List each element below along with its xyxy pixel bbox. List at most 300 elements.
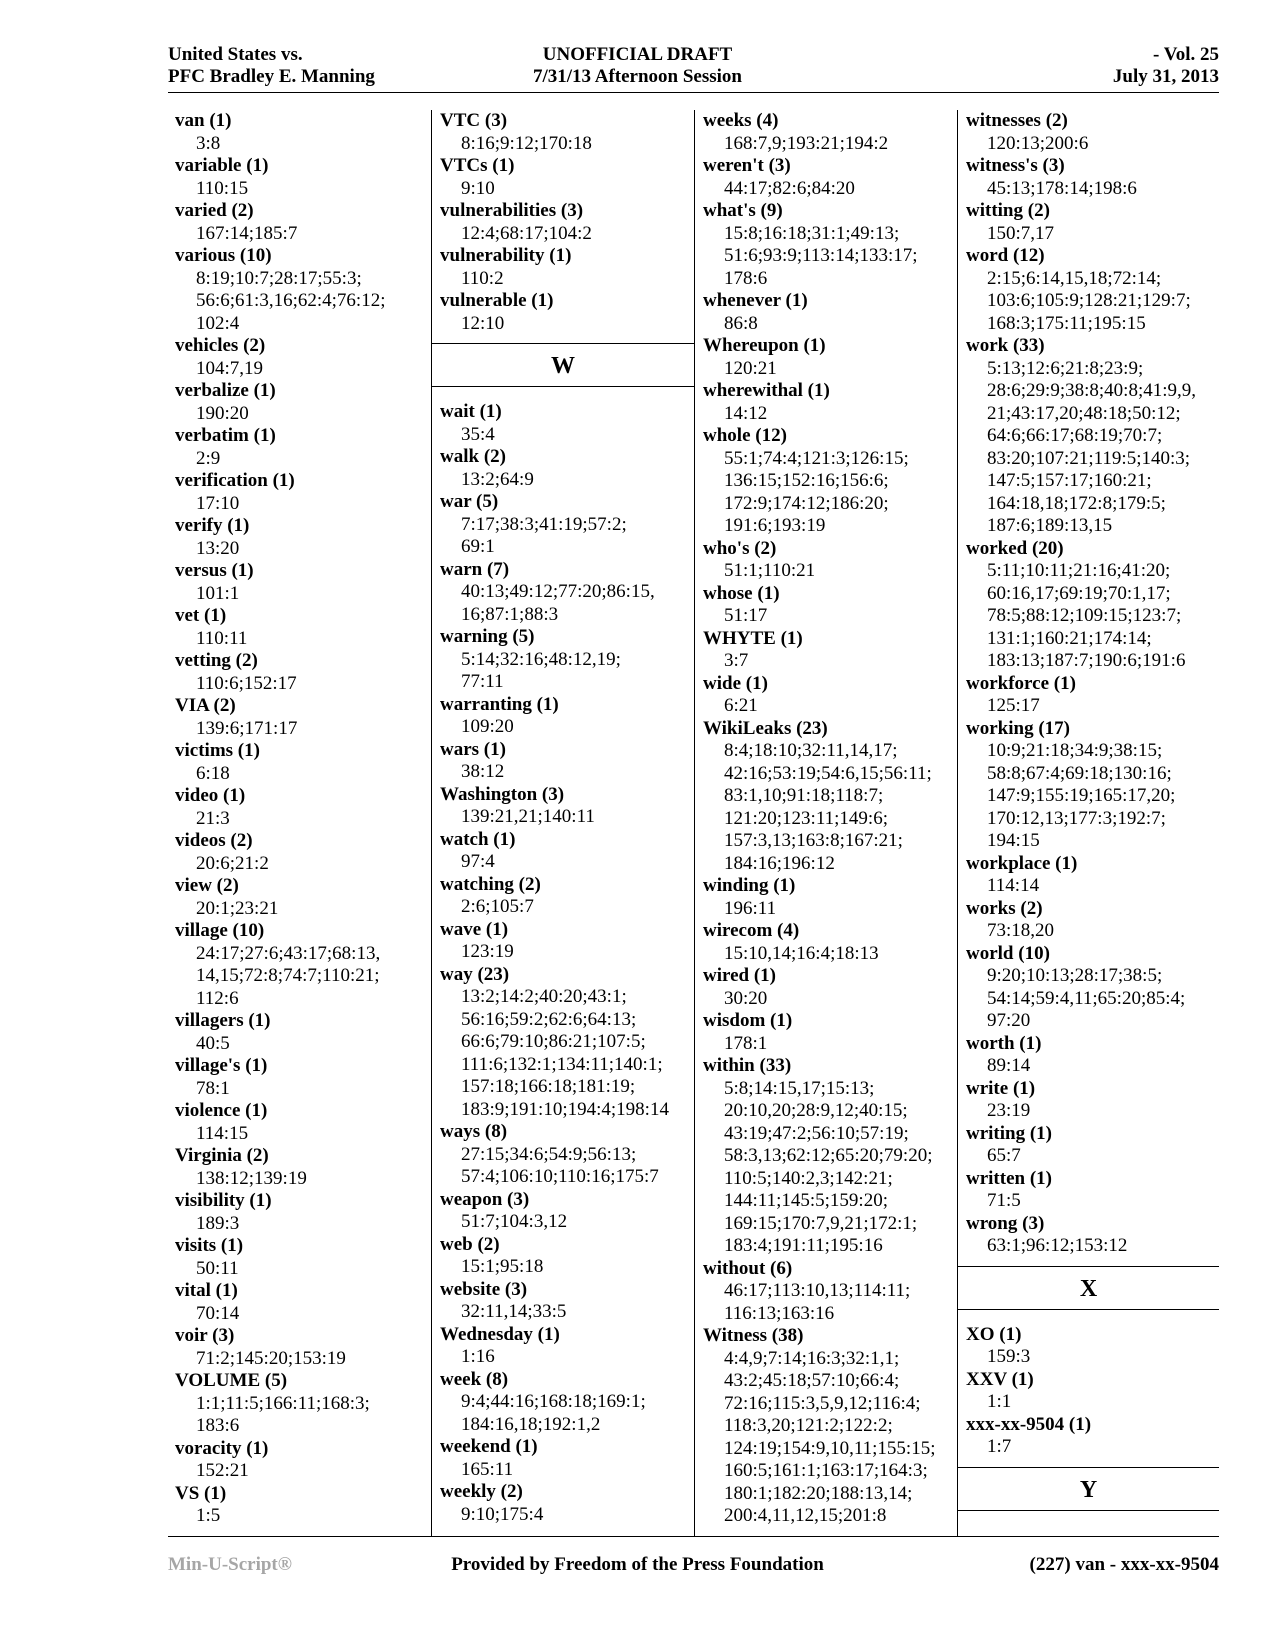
index-term: vulnerabilities (3) [440, 200, 584, 221]
index-page-refs: 43:2;45:18;57:10;66:4; [724, 1370, 900, 1391]
footer-page-range: (227) van - xxx-xx-9504 [1029, 1554, 1219, 1575]
header-center-line2: 7/31/13 Afternoon Session [532, 66, 743, 87]
index-entry [440, 1234, 690, 1279]
index-entry [703, 1055, 953, 1258]
index-entry [966, 245, 1215, 335]
index-page-refs: 167:14;185:7 [196, 222, 298, 244]
index-entry [175, 695, 427, 740]
index-page-refs: 83:20;107:21;119:5;140:3; [987, 447, 1191, 469]
index-term: wrong (3) [966, 1212, 1045, 1234]
index-entry [440, 1481, 690, 1526]
index-page-refs: 58:8;67:4;69:18;130:16; [987, 762, 1172, 784]
index-term: wars (1) [440, 738, 506, 760]
header-left-line2: PFC Bradley E. Manning [168, 66, 375, 87]
index-page-refs: 136:15;152:16;156:6; [724, 470, 889, 491]
index-term: vital (1) [175, 1280, 238, 1301]
index-page-refs: 15:10,14;16:4;18:13 [724, 942, 879, 964]
index-entry [440, 694, 690, 739]
index-page-refs: 172:9;174:12;186:20; [724, 492, 889, 514]
index-page-refs: 183:13;187:7;190:6;191:6 [987, 650, 1186, 671]
index-entry [440, 964, 690, 1122]
index-entry [966, 200, 1215, 245]
index-term: wide (1) [703, 672, 768, 694]
index-term: weekly (2) [440, 1481, 523, 1502]
index-term: whenever (1) [703, 290, 808, 311]
index-term: wisdom (1) [703, 1010, 793, 1031]
index-page-refs: 16;87:1;88:3 [461, 603, 559, 625]
index-term: variable (1) [175, 155, 269, 176]
index-page-refs: 170:12,13;177:3;192:7; [987, 807, 1166, 829]
index-term: write (1) [966, 1077, 1036, 1099]
index-entry [703, 335, 953, 380]
index-term: written (1) [966, 1167, 1052, 1189]
index-page-refs: 147:9;155:19;165:17,20; [987, 785, 1176, 806]
index-page-refs: 28:6;29:9;38:8;40:8;41:9,9, [987, 380, 1197, 401]
index-term: what's (9) [703, 200, 783, 221]
index-term: Virginia (2) [175, 1145, 269, 1166]
index-term: world (10) [966, 942, 1050, 964]
index-page-refs: 183:4;191:11;195:16 [724, 1235, 883, 1256]
index-page-refs: 71:2;145:20;153:19 [196, 1347, 346, 1369]
index-entry [175, 1055, 427, 1100]
index-term: wave (1) [440, 918, 509, 940]
index-term: warn (7) [440, 558, 510, 580]
index-term: village (10) [175, 920, 265, 941]
index-term: watching (2) [440, 873, 541, 895]
index-page-refs: 20:10,20;28:9,12;40:15; [724, 1100, 908, 1121]
index-page-refs: 125:17 [987, 695, 1040, 716]
header-center-line1: UNOFFICIAL DRAFT [542, 44, 733, 65]
index-page-refs: 123:19 [461, 941, 514, 962]
footer-divider [168, 1536, 1219, 1537]
index-entry [175, 110, 427, 155]
index-term: visits (1) [175, 1235, 244, 1256]
index-entry [440, 446, 690, 491]
index-page-refs: 189:3 [196, 1212, 240, 1234]
index-page-refs: 13:2;14:2;40:20;43:1; [461, 986, 627, 1007]
index-page-refs: 152:21 [196, 1460, 249, 1481]
index-column-4 [957, 110, 1219, 1536]
index-entry [175, 1235, 427, 1280]
section-letter-heading: X [958, 1266, 1219, 1310]
index-page-refs: 112:6 [196, 987, 239, 1009]
index-entry [175, 560, 427, 605]
index-page-refs: 46:17;113:10,13;114:11; [724, 1280, 911, 1301]
index-term: video (1) [175, 785, 246, 806]
index-entry [966, 853, 1215, 898]
index-term: works (2) [966, 897, 1043, 919]
index-entry [175, 470, 427, 515]
index-term: Wednesday (1) [440, 1323, 560, 1345]
section-letter-heading: W [432, 343, 694, 387]
index-entry [703, 673, 953, 718]
index-page-refs: 14:12 [724, 402, 768, 424]
index-page-refs: 4:4,9;7:14;16:3;32:1,1; [724, 1347, 900, 1369]
index-entry [703, 583, 953, 628]
index-entry [440, 290, 690, 335]
index-entry [175, 1325, 427, 1370]
index-term: word (12) [966, 245, 1045, 266]
index-page-refs: 144:11;145:5;159:20; [724, 1190, 888, 1211]
index-term: wirecom (4) [703, 920, 800, 941]
index-entry [966, 1324, 1215, 1369]
index-term: VIA (2) [175, 695, 236, 716]
index-page-refs: 89:14 [987, 1055, 1031, 1076]
index-entry [440, 200, 690, 245]
index-entry [966, 673, 1215, 718]
index-entry [440, 1279, 690, 1324]
index-term: whole (12) [703, 425, 787, 446]
index-page-refs: 200:4,11,12,15;201:8 [724, 1505, 887, 1526]
index-page-refs: 120:13;200:6 [987, 132, 1089, 154]
header-right-line1: - Vol. 25 [1153, 44, 1219, 65]
index-entry [175, 1010, 427, 1055]
index-page-refs: 5:8;14:15,17;15:13; [724, 1077, 875, 1099]
index-term: whose (1) [703, 582, 780, 604]
index-term: voir (3) [175, 1325, 235, 1346]
index-page-refs: 12:10 [461, 312, 505, 334]
index-page-refs: 164:18,18;172:8;179:5; [987, 492, 1166, 514]
footer-provider: Provided by Freedom of the Press Foundation [451, 1554, 824, 1575]
index-page-refs: 7:17;38:3;41:19;57:2; [461, 513, 627, 535]
index-page-refs: 168:7,9;193:21;194:2 [724, 132, 889, 154]
index-page-refs: 60:16,17;69:19;70:1,17; [987, 582, 1171, 604]
index-entry [175, 1100, 427, 1145]
index-entry [703, 110, 953, 155]
index-page-refs: 159:3 [987, 1346, 1031, 1367]
index-entry [703, 1325, 953, 1528]
index-page-refs: 69:1 [461, 536, 495, 557]
index-entry [440, 1324, 690, 1369]
index-entry [966, 1168, 1215, 1213]
index-term: watch (1) [440, 828, 516, 850]
index-term: verbalize (1) [175, 380, 276, 401]
index-page-refs: 190:20 [196, 402, 249, 424]
index-page-refs: 97:20 [987, 1010, 1031, 1031]
index-page-refs: 165:11 [461, 1458, 514, 1480]
index-page-refs: 139:6;171:17 [196, 717, 298, 739]
index-term: witting (2) [966, 200, 1050, 221]
index-page-refs: 56:6;61:3,16;62:4;76:12; [196, 290, 386, 311]
index-term: war (5) [440, 491, 499, 512]
index-page-refs: 121:20;123:11;149:6; [724, 807, 888, 829]
index-entry [966, 1213, 1215, 1258]
index-page-refs: 168:3;175:11;195:15 [987, 312, 1146, 334]
index-term: wait (1) [440, 401, 502, 422]
index-page-refs: 51:7;104:3,12 [461, 1211, 568, 1232]
index-page-refs: 63:1;96:12;153:12 [987, 1235, 1128, 1256]
index-entry [440, 739, 690, 784]
index-entry [966, 1369, 1215, 1414]
index-term: vulnerable (1) [440, 290, 554, 311]
index-entry [175, 1370, 427, 1438]
index-page-refs: 2:9 [196, 447, 221, 469]
index-entry [175, 1483, 427, 1528]
index-entry [966, 898, 1215, 943]
index-column-1 [168, 110, 431, 1536]
index-term: worked (20) [966, 537, 1064, 559]
index-term: witnesses (2) [966, 110, 1068, 131]
index-page-refs: 9:10;175:4 [461, 1503, 544, 1525]
index-page-refs: 178:6 [724, 267, 768, 289]
index-page-refs: 65:7 [987, 1145, 1021, 1166]
index-page-refs: 13:20 [196, 537, 240, 559]
index-term: without (6) [703, 1257, 793, 1279]
index-term: VOLUME (5) [175, 1370, 288, 1391]
index-page-refs: 57:4;106:10;110:16;175:7 [461, 1166, 659, 1187]
index-page-refs: 20:1;23:21 [196, 897, 279, 919]
index-page-refs: 72:16;115:3,5,9,12;116:4; [724, 1392, 921, 1414]
index-term: ways (8) [440, 1121, 508, 1142]
index-term: website (3) [440, 1278, 528, 1300]
index-entry [175, 380, 427, 425]
header-right-line2: July 31, 2013 [1112, 66, 1219, 87]
index-page-refs: 78:5;88:12;109:15;123:7; [987, 605, 1182, 626]
index-page-refs: 111:6;132:1;134:11;140:1; [461, 1053, 663, 1075]
index-page-refs: 110:2 [461, 267, 504, 289]
index-entry [440, 491, 690, 559]
index-page-refs: 124:19;154:9,10,11;155:15; [724, 1437, 936, 1459]
index-page-refs: 8:4;18:10;32:11,14,17; [724, 740, 898, 761]
index-entry [440, 155, 690, 200]
index-entry [175, 875, 427, 920]
index-page-refs: 77:11 [461, 671, 504, 692]
index-entry [440, 829, 690, 874]
index-page-refs: 83:1,10;91:18;118:7; [724, 785, 884, 806]
index-page-refs: 138:12;139:19 [196, 1167, 307, 1189]
index-page-refs: 27:15;34:6;54:9;56:13; [461, 1143, 637, 1165]
header-left-line1: United States vs. [168, 44, 303, 65]
header-volume-date [1113, 44, 1219, 88]
index-entry [703, 1010, 953, 1055]
index-page-refs: 110:6;152:17 [196, 672, 297, 694]
index-term: violence (1) [175, 1100, 268, 1121]
index-page-refs: 21;43:17,20;48:18;50:12; [987, 402, 1181, 424]
index-page-refs: 104:7,19 [196, 357, 264, 379]
index-entry [703, 718, 953, 876]
index-page-refs: 196:11 [724, 897, 777, 919]
index-page-refs: 1:1 [987, 1391, 1012, 1412]
footer-brand: Min-U-Script® [168, 1554, 292, 1575]
index-entry [440, 1436, 690, 1481]
index-term: web (2) [440, 1233, 500, 1255]
index-term: walk (2) [440, 446, 506, 467]
index-page-refs: 71:5 [987, 1190, 1021, 1211]
index-page-refs: 35:4 [461, 423, 495, 445]
index-term: various (10) [175, 245, 272, 266]
index-entry [175, 605, 427, 650]
index-page-refs: 1:1;11:5;166:11;168:3; [196, 1392, 370, 1414]
index-page-refs: 3:8 [196, 132, 221, 154]
index-page-refs: 56:16;59:2;62:6;64:13; [461, 1008, 637, 1030]
index-page-refs: 32:11,14;33:5 [461, 1301, 567, 1322]
index-page-refs: 78:1 [196, 1077, 230, 1099]
index-term: workforce (1) [966, 672, 1076, 694]
index-page-refs: 160:5;161:1;163:17;164:3; [724, 1460, 928, 1481]
index-entry [703, 200, 953, 290]
index-entry [966, 943, 1215, 1033]
index-page-refs: 20:6;21:2 [196, 852, 269, 874]
index-term: work (33) [966, 335, 1045, 356]
index-term: view (2) [175, 875, 239, 896]
index-page-refs: 97:4 [461, 851, 495, 872]
index-term: writing (1) [966, 1122, 1053, 1144]
index-page-refs: 109:20 [461, 716, 514, 737]
index-term: VS (1) [175, 1482, 227, 1504]
index-term: weren't (3) [703, 155, 791, 176]
index-term: victims (1) [175, 740, 260, 761]
index-column-3 [694, 110, 957, 1536]
index-page-refs: 184:16;196:12 [724, 852, 835, 874]
index-term: weekend (1) [440, 1436, 538, 1457]
index-term: vetting (2) [175, 650, 258, 671]
index-page-refs: 51:17 [724, 605, 768, 626]
index-page-refs: 58:3,13;62:12;65:20;79:20; [724, 1145, 933, 1166]
index-page-refs: 17:10 [196, 492, 240, 514]
index-entry [175, 425, 427, 470]
index-page-refs: 178:1 [724, 1032, 768, 1054]
header-divider [168, 92, 1219, 93]
index-page-refs: 30:20 [724, 987, 768, 1009]
index-term: winding (1) [703, 875, 796, 896]
index-page-refs: 157:18;166:18;181:19; [461, 1076, 636, 1097]
index-page-refs: 10:9;21:18;34:9;38:15; [987, 740, 1163, 761]
index-page-refs: 2:15;6:14,15,18;72:14; [987, 267, 1162, 289]
index-entry [966, 538, 1215, 673]
index-term: within (33) [703, 1055, 792, 1076]
index-term: videos (2) [175, 830, 253, 851]
index-page-refs: 51:1;110:21 [724, 560, 816, 581]
index-entry [703, 290, 953, 335]
index-entry [440, 110, 690, 155]
index-entry [175, 245, 427, 335]
index-term: verbatim (1) [175, 425, 276, 446]
index-entry [440, 401, 690, 446]
index-entry [440, 874, 690, 919]
index-page-refs: 14,15;72:8;74:7;110:21; [196, 965, 380, 986]
index-page-refs: 5:11;10:11;21:16;41:20; [987, 560, 1171, 581]
index-entry [703, 965, 953, 1010]
index-page-refs: 3:7 [724, 650, 749, 671]
index-term: Whereupon (1) [703, 335, 826, 356]
index-entry [703, 875, 953, 920]
index-entry [703, 155, 953, 200]
index-entry [175, 155, 427, 200]
index-page-refs: 64:6;66:17;68:19;70:7; [987, 425, 1163, 446]
index-page-refs: 114:14 [987, 875, 1040, 896]
index-entry [966, 718, 1215, 853]
index-page-refs: 102:4 [196, 312, 240, 334]
index-entry [175, 785, 427, 830]
index-page-refs: 6:21 [724, 695, 758, 716]
index-page-refs: 66:6;79:10;86:21;107:5; [461, 1031, 646, 1052]
index-term: witness's (3) [966, 155, 1065, 176]
index-page-refs: 9:10 [461, 177, 495, 199]
index-term: village's (1) [175, 1055, 268, 1076]
index-entry [440, 919, 690, 964]
index-entry [175, 920, 427, 1010]
index-page-refs: 183:6 [196, 1415, 240, 1436]
index-term: working (17) [966, 717, 1070, 739]
index-term: van (1) [175, 110, 232, 131]
index-entry [966, 110, 1215, 155]
index-entry [703, 920, 953, 965]
index-term: week (8) [440, 1368, 509, 1390]
index-entry [175, 1190, 427, 1235]
index-term: vehicles (2) [175, 335, 266, 356]
index-entry [966, 1414, 1215, 1459]
index-page-refs: 24:17;27:6;43:17;68:13, [196, 942, 381, 964]
index-page-refs: 139:21,21;140:11 [461, 806, 595, 827]
index-page-refs: 44:17;82:6;84:20 [724, 177, 855, 199]
index-page-refs: 51:6;93:9;113:14;133:17; [724, 245, 918, 266]
index-page-refs: 2:6;105:7 [461, 896, 534, 917]
index-page-refs: 54:14;59:4,11;65:20;85:4; [987, 987, 1186, 1009]
index-term: VTC (3) [440, 110, 508, 131]
index-page-refs: 114:15 [196, 1122, 249, 1144]
index-term: worth (1) [966, 1032, 1042, 1054]
index-term: villagers (1) [175, 1010, 271, 1031]
index-term: weeks (4) [703, 110, 779, 131]
index-entry [175, 740, 427, 785]
index-page-refs: 103:6;105:9;128:21;129:7; [987, 290, 1191, 311]
index-entry [703, 538, 953, 583]
index-entry [175, 830, 427, 875]
index-page-refs: 73:18,20 [987, 920, 1055, 941]
index-entry [440, 559, 690, 627]
index-page-refs: 8:19;10:7;28:17;55:3; [196, 267, 362, 289]
index-page-refs: 183:9;191:10;194:4;198:14 [461, 1098, 669, 1120]
index-page-refs: 147:5;157:17;160:21; [987, 470, 1152, 491]
index-page-refs: 120:21 [724, 357, 777, 379]
index-page-refs: 13:2;64:9 [461, 468, 534, 490]
index-page-refs: 15:8;16:18;31:1;49:13; [724, 222, 900, 244]
index-term: WHYTE (1) [703, 627, 803, 649]
index-column-2 [431, 110, 694, 1536]
index-term: varied (2) [175, 200, 254, 221]
index-page-refs: 1:7 [987, 1436, 1012, 1457]
index-page-refs: 101:1 [196, 582, 240, 604]
index-entry [966, 155, 1215, 200]
index-page-refs: 45:13;178:14;198:6 [987, 177, 1137, 199]
index-term: verification (1) [175, 470, 295, 491]
index-term: xxx-xx-9504 (1) [966, 1413, 1092, 1435]
index-term: verify (1) [175, 515, 250, 536]
index-page-refs: 21:3 [196, 807, 230, 829]
index-page-refs: 1:16 [461, 1346, 495, 1367]
index-page-refs: 40:13;49:12;77:20;86:15, [461, 581, 655, 602]
section-letter-heading: Y [958, 1467, 1219, 1511]
index-page-refs: 180:1;182:20;188:13,14; [724, 1482, 913, 1504]
index-entry [966, 335, 1215, 538]
index-page-refs: 9:20;10:13;28:17;38:5; [987, 965, 1163, 986]
index-term: visibility (1) [175, 1190, 272, 1211]
index-page-refs: 8:16;9:12;170:18 [461, 132, 592, 154]
index-entry [440, 784, 690, 829]
index-page-refs: 131:1;160:21;174:14; [987, 627, 1152, 649]
index-page-refs: 116:13;163:16 [724, 1302, 835, 1324]
index-page-refs: 194:15 [987, 830, 1040, 851]
index-page-refs: 43:19;47:2;56:10;57:19; [724, 1122, 909, 1144]
index-page-refs: 86:8 [724, 312, 758, 334]
header-session [0, 44, 1275, 88]
index-term: WikiLeaks (23) [703, 717, 828, 739]
index-entry [175, 1145, 427, 1190]
index-page-refs: 191:6;193:19 [724, 515, 826, 536]
index-term: Washington (3) [440, 783, 565, 805]
index-term: Witness (38) [703, 1325, 804, 1346]
index-entry [703, 380, 953, 425]
